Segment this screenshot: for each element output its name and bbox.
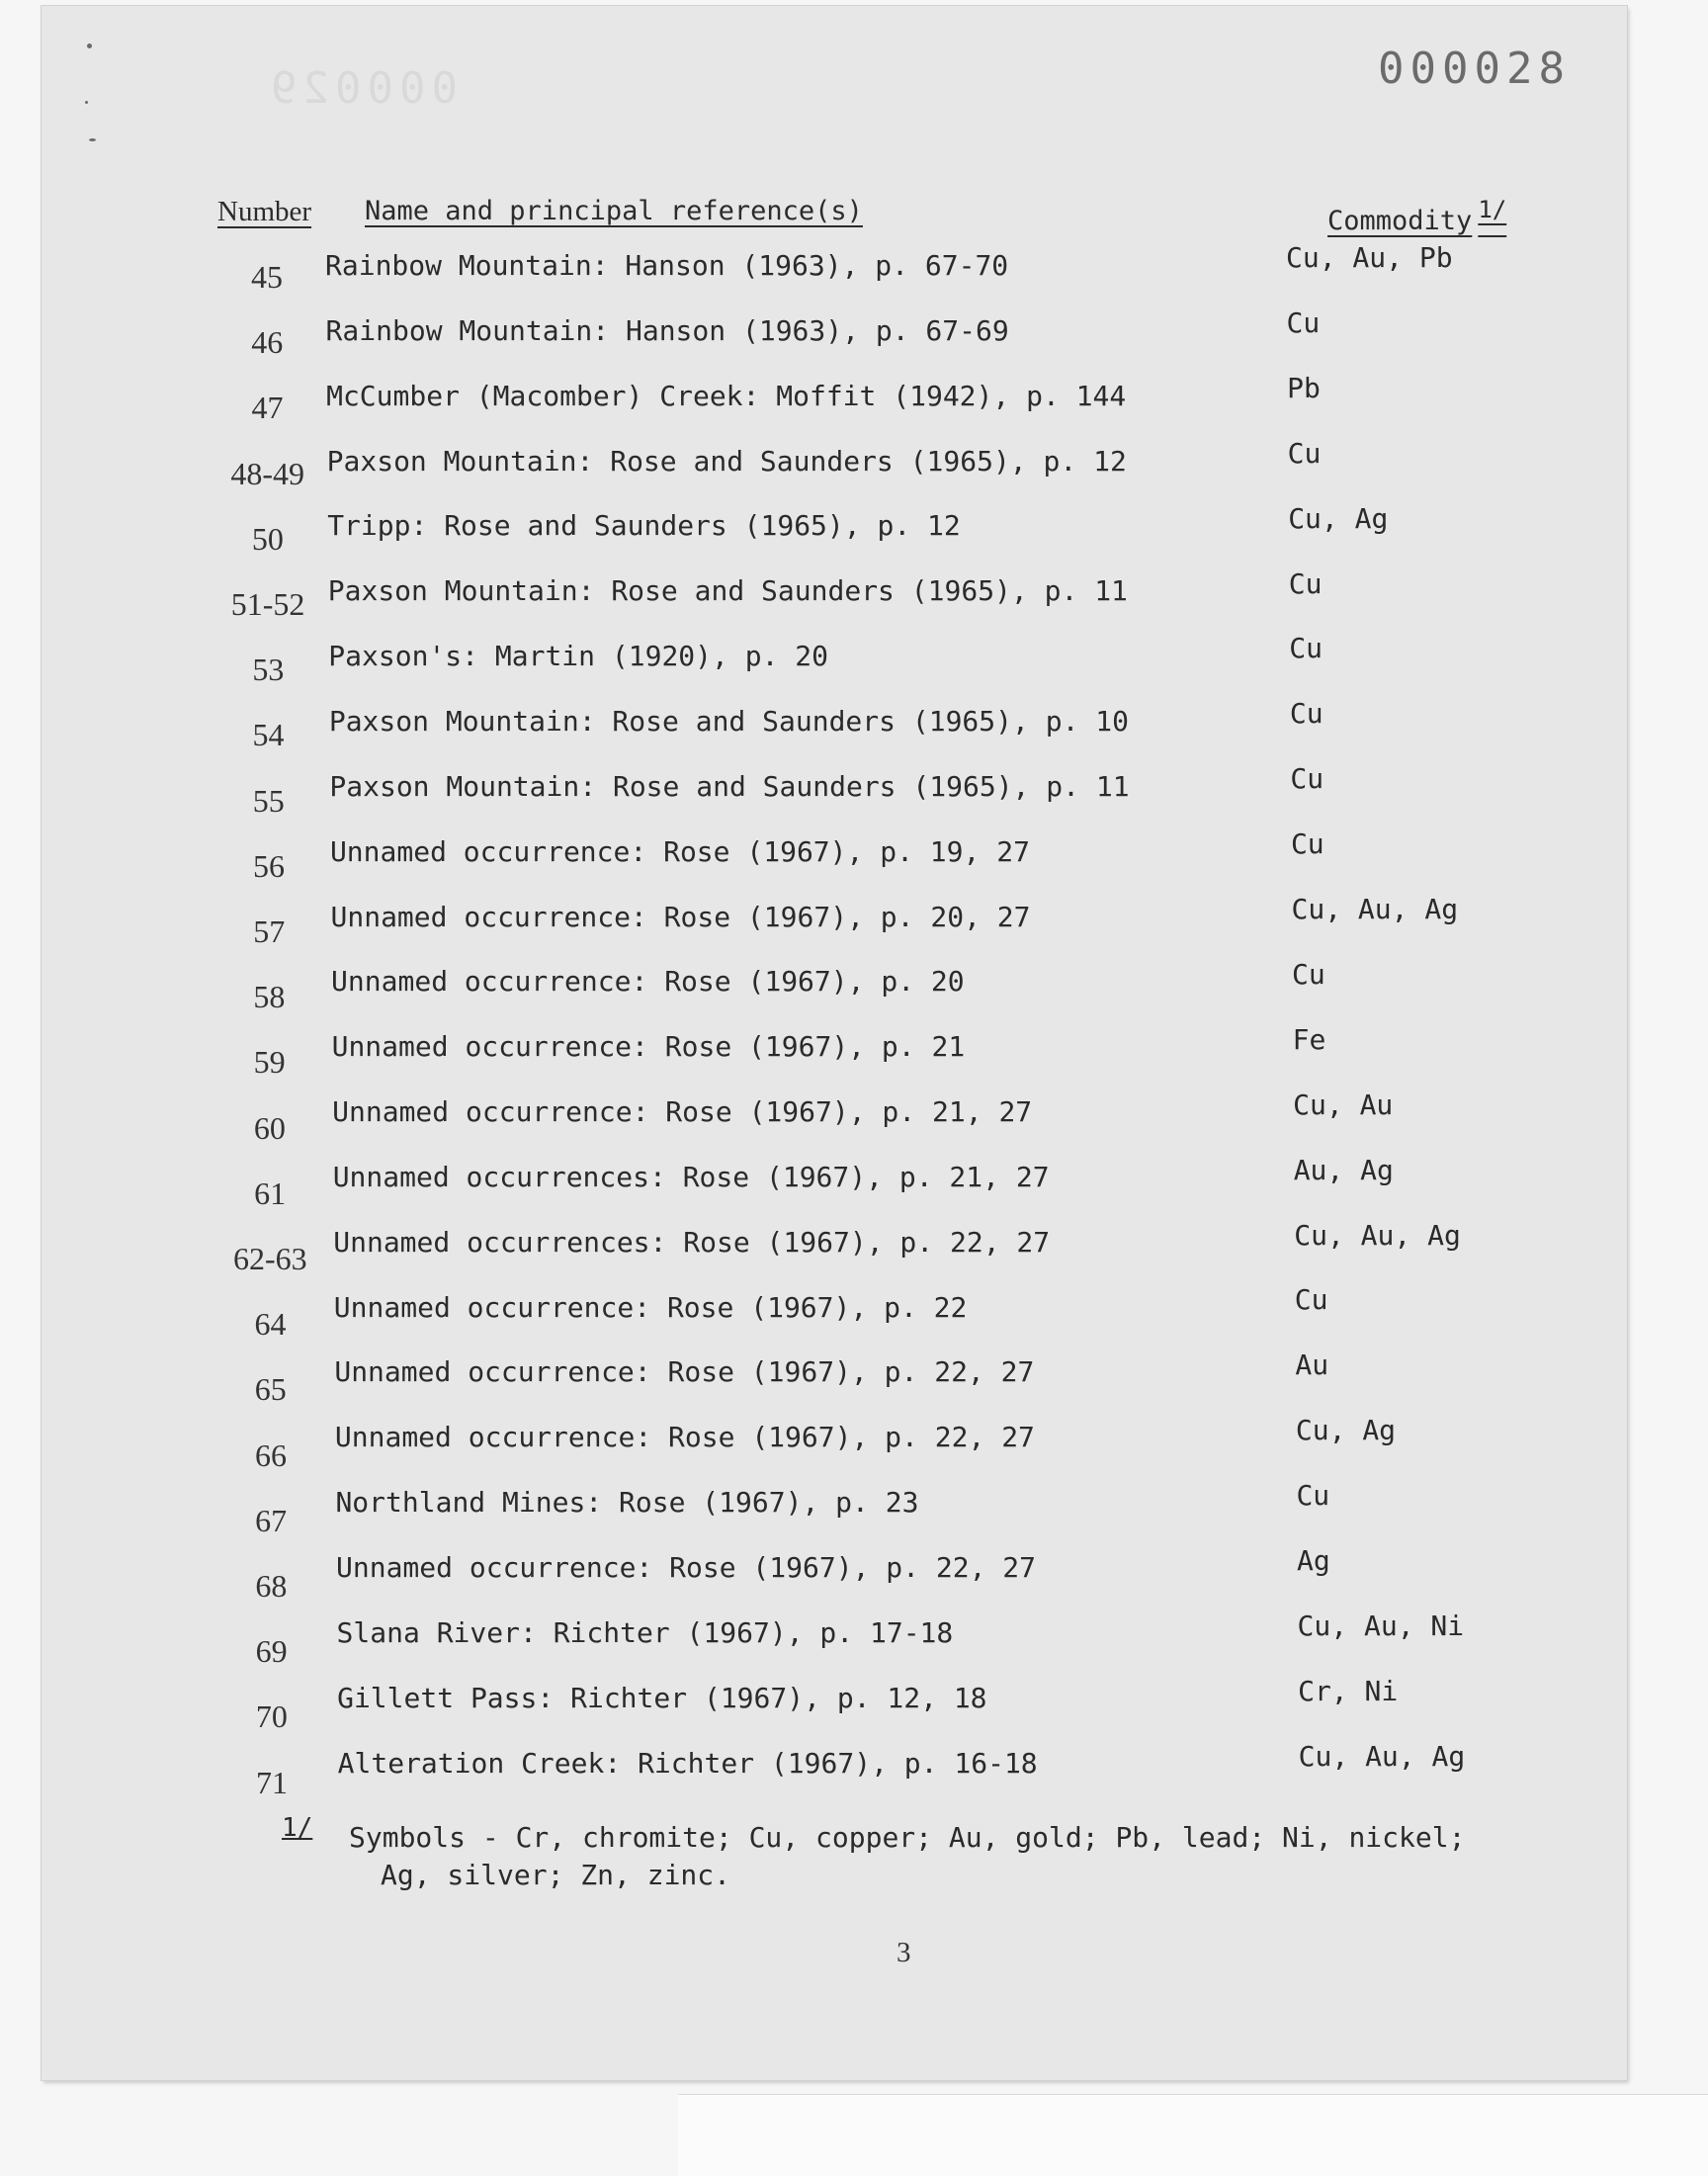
table-row [42,501,1627,572]
table-row [42,893,1627,965]
row-name-reference: Unnamed occurrence: Rose (1967), p. 21 [331,1030,966,1064]
row-number: 69 [255,1633,288,1670]
row-number: 59 [253,1044,286,1081]
table-row [42,957,1627,1030]
row-number: 54 [252,717,285,753]
row-commodity: Cu [1296,1479,1330,1513]
table-row [42,762,1627,834]
row-number: 45 [251,259,283,295]
row-commodity: Cu [1287,436,1322,470]
row-name-reference: Paxson Mountain: Rose and Saunders (1965), p. 11 [327,574,1128,608]
row-number: 57 [253,914,286,949]
row-commodity: Cu, Au, Ni [1297,1609,1465,1642]
scan-background-strip [678,2094,1708,2176]
column-header-name: Name and principal reference(s) [365,196,863,226]
row-name-reference: Paxson Mountain: Rose and Saunders (1965), p. 10 [328,704,1129,738]
row-commodity: Cu [1290,762,1324,796]
row-name-reference: Unnamed occurrence: Rose (1967), p. 22, 27 [334,1355,1035,1389]
row-name-reference: Unnamed occurrence: Rose (1967), p. 20, 27 [330,900,1031,933]
table-row [42,697,1627,768]
table-row [42,1739,1627,1816]
document-page [42,6,1627,2080]
row-number: 70 [255,1698,288,1735]
row-commodity: Cu [1289,632,1324,665]
table-row [42,1218,1627,1292]
row-number: 56 [252,847,285,884]
table-row [42,1022,1627,1095]
table-row [42,1283,1627,1357]
row-commodity: Cu [1294,1283,1328,1317]
row-name-reference: Unnamed occurrence: Rose (1967), p. 22 [333,1290,968,1324]
table-row [42,1088,1627,1162]
table-row [42,371,1627,441]
row-name-reference: Rainbow Mountain: Hanson (1963), p. 67-70 [325,249,1009,282]
row-number: 67 [255,1502,288,1538]
table-row [42,827,1627,900]
row-commodity: Cu, Au, Pb [1286,241,1453,274]
document-id: 000028 [1378,44,1571,94]
row-commodity: Au [1295,1349,1329,1382]
speck-mark [87,44,92,48]
row-number: 48-49 [230,455,304,491]
row-name-reference: Unnamed occurrence: Rose (1967), p. 19, 27 [329,834,1030,868]
table-row [42,1479,1627,1554]
row-name-reference: Paxson's: Martin (1920), p. 20 [328,640,829,673]
row-name-reference: McCumber (Macomber) Creek: Moffit (1942), p. 144 [326,379,1127,412]
row-number: 62-63 [232,1241,307,1276]
row-commodity: Cu [1286,305,1321,339]
table-row [42,566,1627,638]
row-commodity: Ag [1297,1544,1330,1577]
footnote-mark: 1/ [282,1813,313,1843]
row-number: 55 [252,782,285,819]
row-commodity: Cu [1292,957,1325,991]
row-number: 50 [251,520,284,557]
speck-mark [85,101,88,104]
row-name-reference: Alteration Creek: Richter (1967), p. 16-18 [337,1746,1038,1780]
footnote-text-line-1: Symbols - Cr, chromite; Cu, copper; Au, gold; Pb, lead; Ni, nickel; [349,1821,1466,1854]
table-row [42,241,1627,310]
row-commodity: Cu, Au, Ag [1298,1739,1466,1773]
table-row [42,1414,1627,1489]
column-header-commodity-label: Commodity [1327,206,1473,236]
row-number: 53 [252,652,285,688]
table-row [42,305,1627,376]
column-header-number: Number [217,196,312,227]
row-number: 71 [256,1764,289,1800]
row-name-reference: Northland Mines: Rose (1967), p. 23 [335,1486,919,1520]
row-commodity: Cr, Ni [1298,1674,1399,1707]
row-commodity: Cu, Au [1293,1088,1394,1121]
speck-mark [89,138,96,141]
row-name-reference: Unnamed occurrences: Rose (1967), p. 22, 27 [333,1225,1051,1259]
row-number: 65 [254,1371,287,1408]
row-name-reference: Paxson Mountain: Rose and Saunders (1965), p. 12 [326,444,1127,478]
row-number: 46 [251,324,284,361]
row-name-reference: Paxson Mountain: Rose and Saunders (1965), p. 11 [329,769,1130,803]
row-number: 64 [254,1306,287,1343]
row-commodity: Au, Ag [1293,1153,1394,1186]
row-number: 58 [253,979,286,1015]
row-name-reference: Unnamed occurrence: Rose (1967), p. 21, 27 [332,1095,1033,1129]
row-commodity: Fe [1292,1022,1326,1056]
row-commodity: Cu, Ag [1295,1414,1397,1447]
row-name-reference: Unnamed occurrence: Rose (1967), p. 22, 27 [336,1551,1037,1584]
row-commodity: Cu, Au, Ag [1291,893,1459,925]
row-commodity: Cu [1290,827,1324,861]
row-name-reference: Tripp: Rose and Saunders (1965), p. 12 [327,509,961,543]
row-number: 68 [255,1568,288,1604]
column-header-commodity [1327,196,1506,236]
row-number: 61 [254,1175,287,1211]
row-number: 66 [254,1436,287,1473]
row-number: 51-52 [230,586,305,622]
row-number: 47 [251,390,284,426]
row-name-reference: Unnamed occurrence: Rose (1967), p. 20 [331,965,965,999]
page-number: 3 [897,1937,911,1968]
bleed-through-document-id: 000029 [265,63,458,114]
table-row [42,436,1627,507]
row-name-reference: Unnamed occurrence: Rose (1967), p. 22, 27 [334,1421,1035,1454]
row-name-reference: Slana River: Richter (1967), p. 17-18 [336,1615,954,1649]
row-commodity: Cu [1288,566,1323,600]
table-row [42,632,1627,703]
row-name-reference: Gillett Pass: Richter (1967), p. 12, 18 [337,1681,987,1714]
row-commodity: Cu, Ag [1288,501,1389,535]
row-commodity: Cu, Au, Ag [1294,1218,1461,1252]
row-name-reference: Unnamed occurrences: Rose (1967), p. 21, 27 [332,1160,1050,1193]
row-name-reference: Rainbow Mountain: Hanson (1963), p. 67-69 [325,313,1009,347]
row-number: 60 [253,1109,286,1146]
row-commodity: Pb [1287,371,1321,404]
commodity-footnote-ref: 1/ [1478,196,1507,223]
row-commodity: Cu [1289,697,1324,731]
footnote-text-line-2: Ag, silver; Zn, zinc. [381,1859,731,1891]
